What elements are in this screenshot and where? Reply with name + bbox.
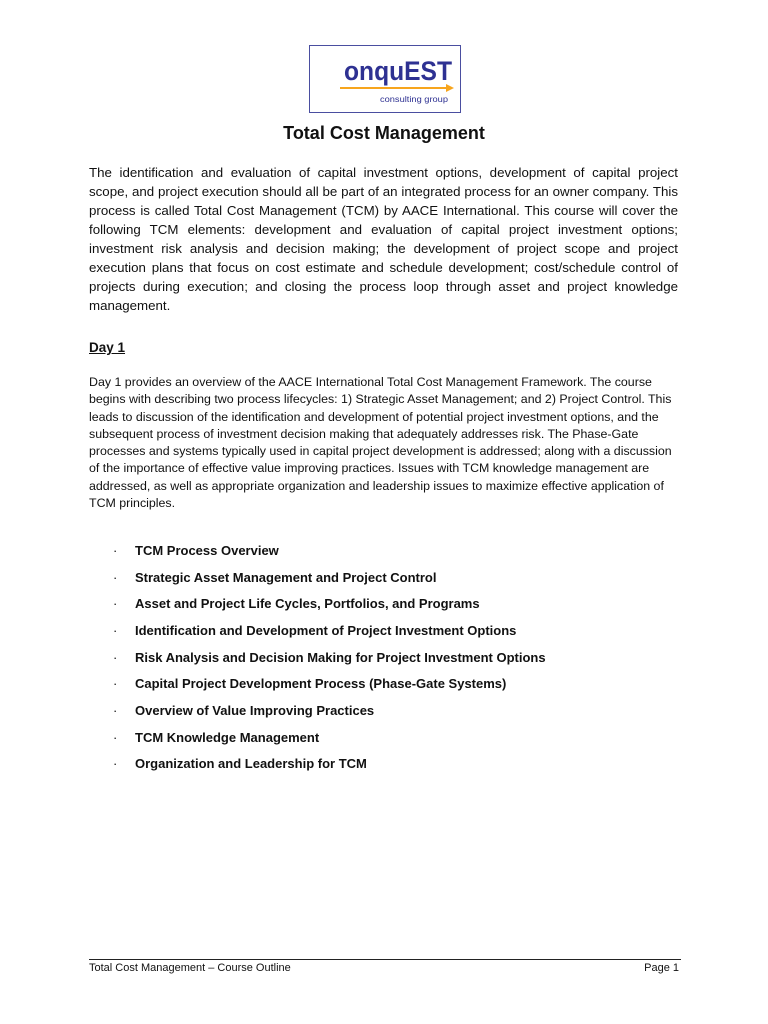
logo-tagline: consulting group [380,94,449,104]
intro-paragraph: The identification and evaluation of capital investment options, development of capital project scope, and project execution should all be part of an integrated process for an owner company. This process is called Total Cost Management (TCM) by AACE International. This course will cover the following TCM elements: development and evaluation of capital project investment options; investment risk analysis and decision making; the development of project scope and project execution plans that focus on cost estimate and schedule development; cost/schedule control of projects during execution; and closing the process loop through asset and project knowledge management. [89,165,678,313]
topic-label: TCM Process Overview [135,542,279,558]
topic-label: Asset and Project Life Cycles, Portfolios, and Programs [135,596,480,612]
bullet-icon: · [113,596,118,612]
bullet-icon: · [113,569,118,585]
day-1-heading: Day 1 [89,340,126,355]
footer-divider [89,959,681,960]
bullet-icon: · [113,676,118,692]
day-1-description: Day 1 provides an overview of the AACE International Total Cost Management Framework. The course begins with describing two process lifecycles: 1) Strategic Asset Management; and 2) Project Control. This leads to discussion of the identification and development of potential project investment options, and the subsequent process of investment decision making that adequately addresses risk. The Phase-Gate processes and systems typically used in capital project development is addressed; along with a discussion of the importance of effective value improving practices. Issues with TCM knowledge management are addressed, as well as appropriate organization and leadership issues to maximize effective application of TCM principles. [89,375,672,511]
bullet-icon: · [113,649,118,665]
list-item [113,751,546,778]
list-item [113,644,546,671]
list-item [113,670,546,697]
logo-wordmark: onquEST [344,56,453,86]
footer-page-number: Page 1 [644,962,679,974]
bullet-icon: · [113,542,118,558]
conquest-logo-graphic [310,46,460,112]
bullet-icon: · [113,622,118,638]
topic-label: Strategic Asset Management and Project Control [135,569,437,585]
bullet-icon: · [113,702,118,718]
topic-label: Capital Project Development Process (Phase-Gate Systems) [135,676,507,692]
topic-label: Overview of Value Improving Practices [135,702,375,718]
topic-label: Risk Analysis and Decision Making for Project Investment Options [135,649,546,665]
footer-document-name: Total Cost Management – Course Outline [89,962,291,974]
company-logo [309,45,461,113]
topic-label: Identification and Development of Project Investment Options [135,622,517,638]
document-title: Total Cost Management [283,123,485,143]
bullet-icon: · [113,756,118,772]
list-item [113,697,546,724]
list-item [113,590,546,617]
list-item [113,617,546,644]
bullet-icon: · [113,729,118,745]
list-item [113,537,546,564]
topic-label: TCM Knowledge Management [135,729,320,745]
list-item [113,724,546,751]
day-1-topic-list [113,537,546,777]
list-item [113,564,546,591]
topic-label: Organization and Leadership for TCM [135,756,367,772]
